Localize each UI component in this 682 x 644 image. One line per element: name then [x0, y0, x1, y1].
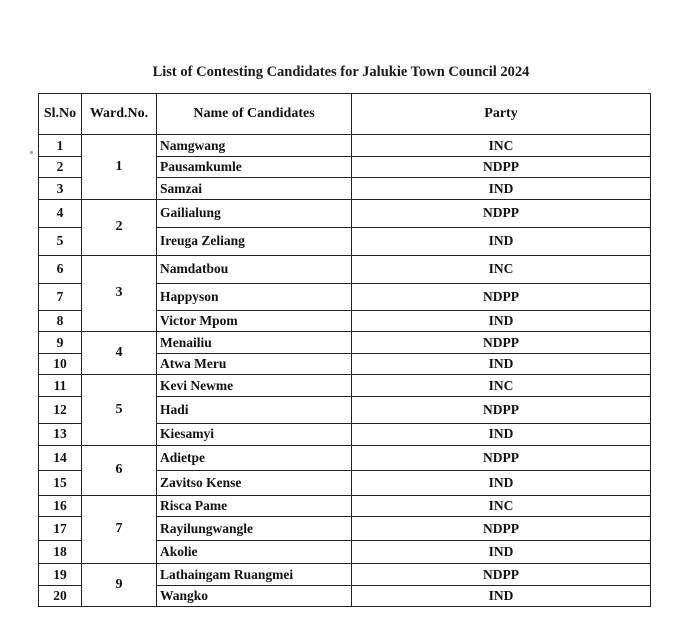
table-row [39, 445, 651, 470]
party-cell: IND [352, 227, 651, 255]
candidate-name-cell: Lathaingam Ruangmei [157, 564, 352, 586]
party-cell: IND [352, 353, 651, 375]
header-name: Name of Candidates [157, 94, 352, 135]
table-row [39, 375, 651, 397]
party-cell: INC [352, 255, 651, 283]
candidates-body [39, 135, 651, 607]
serial-number-cell: 14 [39, 445, 82, 470]
serial-number-cell: 3 [39, 178, 82, 200]
party-cell: INC [352, 495, 651, 517]
party-cell: NDPP [352, 283, 651, 310]
candidate-name-cell: Gailialung [157, 199, 352, 227]
serial-number-cell: 13 [39, 423, 82, 445]
party-cell: NDPP [352, 564, 651, 586]
party-cell: NDPP [352, 517, 651, 541]
candidate-name-cell: Victor Mpom [157, 310, 352, 332]
ward-number-cell: 2 [82, 199, 157, 255]
serial-number-cell: 6 [39, 255, 82, 283]
ward-number-cell: 6 [82, 445, 157, 495]
ward-number-cell: 3 [82, 255, 157, 332]
party-cell: IND [352, 178, 651, 200]
party-cell: NDPP [352, 396, 651, 423]
serial-number-cell: 1 [39, 135, 82, 157]
serial-number-cell: 2 [39, 156, 82, 178]
serial-number-cell: 15 [39, 470, 82, 495]
serial-number-cell: 20 [39, 585, 82, 607]
serial-number-cell: 10 [39, 353, 82, 375]
ward-number-cell: 4 [82, 332, 157, 375]
candidate-name-cell: Kevi Newme [157, 375, 352, 397]
table-row [39, 255, 651, 283]
party-cell: IND [352, 423, 651, 445]
candidate-name-cell: Namgwang [157, 135, 352, 157]
table-row [39, 564, 651, 586]
candidate-name-cell: Pausamkumle [157, 156, 352, 178]
candidate-name-cell: Rayilungwangle [157, 517, 352, 541]
table-row [39, 495, 651, 517]
candidate-name-cell: Kiesamyi [157, 423, 352, 445]
party-cell: NDPP [352, 332, 651, 354]
party-cell: NDPP [352, 445, 651, 470]
ward-number-cell: 1 [82, 135, 157, 200]
serial-number-cell: 11 [39, 375, 82, 397]
party-cell: INC [352, 375, 651, 397]
candidate-name-cell: Menailiu [157, 332, 352, 354]
serial-number-cell: 16 [39, 495, 82, 517]
candidate-name-cell: Samzai [157, 178, 352, 200]
party-cell: IND [352, 310, 651, 332]
table-row [39, 135, 651, 157]
serial-number-cell: 7 [39, 283, 82, 310]
party-cell: NDPP [352, 156, 651, 178]
serial-number-cell: 18 [39, 541, 82, 564]
candidate-name-cell: Akolie [157, 541, 352, 564]
table-row [39, 332, 651, 354]
serial-number-cell: 19 [39, 564, 82, 586]
candidate-name-cell: Adietpe [157, 445, 352, 470]
document-title: List of Contesting Candidates for Jalukie Town Council 2024 [152, 64, 530, 80]
serial-number-cell: 17 [39, 517, 82, 541]
candidate-name-cell: Atwa Meru [157, 353, 352, 375]
candidate-name-cell: Namdatbou [157, 255, 352, 283]
party-cell: IND [352, 470, 651, 495]
header-ward: Ward.No. [82, 94, 157, 135]
ward-number-cell: 5 [82, 375, 157, 446]
ward-number-cell: 7 [82, 495, 157, 564]
party-cell: IND [352, 585, 651, 607]
party-cell: NDPP [352, 199, 651, 227]
serial-number-cell: 12 [39, 396, 82, 423]
scan-speck [30, 151, 33, 154]
serial-number-cell: 9 [39, 332, 82, 354]
party-cell: IND [352, 541, 651, 564]
header-party: Party [352, 94, 651, 135]
serial-number-cell: 8 [39, 310, 82, 332]
serial-number-cell: 5 [39, 227, 82, 255]
ward-number-cell: 9 [82, 564, 157, 607]
candidates-table [38, 93, 651, 607]
party-cell: INC [352, 135, 651, 157]
header-slno: Sl.No [39, 94, 82, 135]
candidate-name-cell: Hadi [157, 396, 352, 423]
candidate-name-cell: Ireuga Zeliang [157, 227, 352, 255]
candidate-name-cell: Zavitso Kense [157, 470, 352, 495]
table-row [39, 199, 651, 227]
candidate-name-cell: Happyson [157, 283, 352, 310]
candidate-name-cell: Risca Pame [157, 495, 352, 517]
serial-number-cell: 4 [39, 199, 82, 227]
candidate-name-cell: Wangko [157, 585, 352, 607]
header-row [39, 94, 651, 135]
